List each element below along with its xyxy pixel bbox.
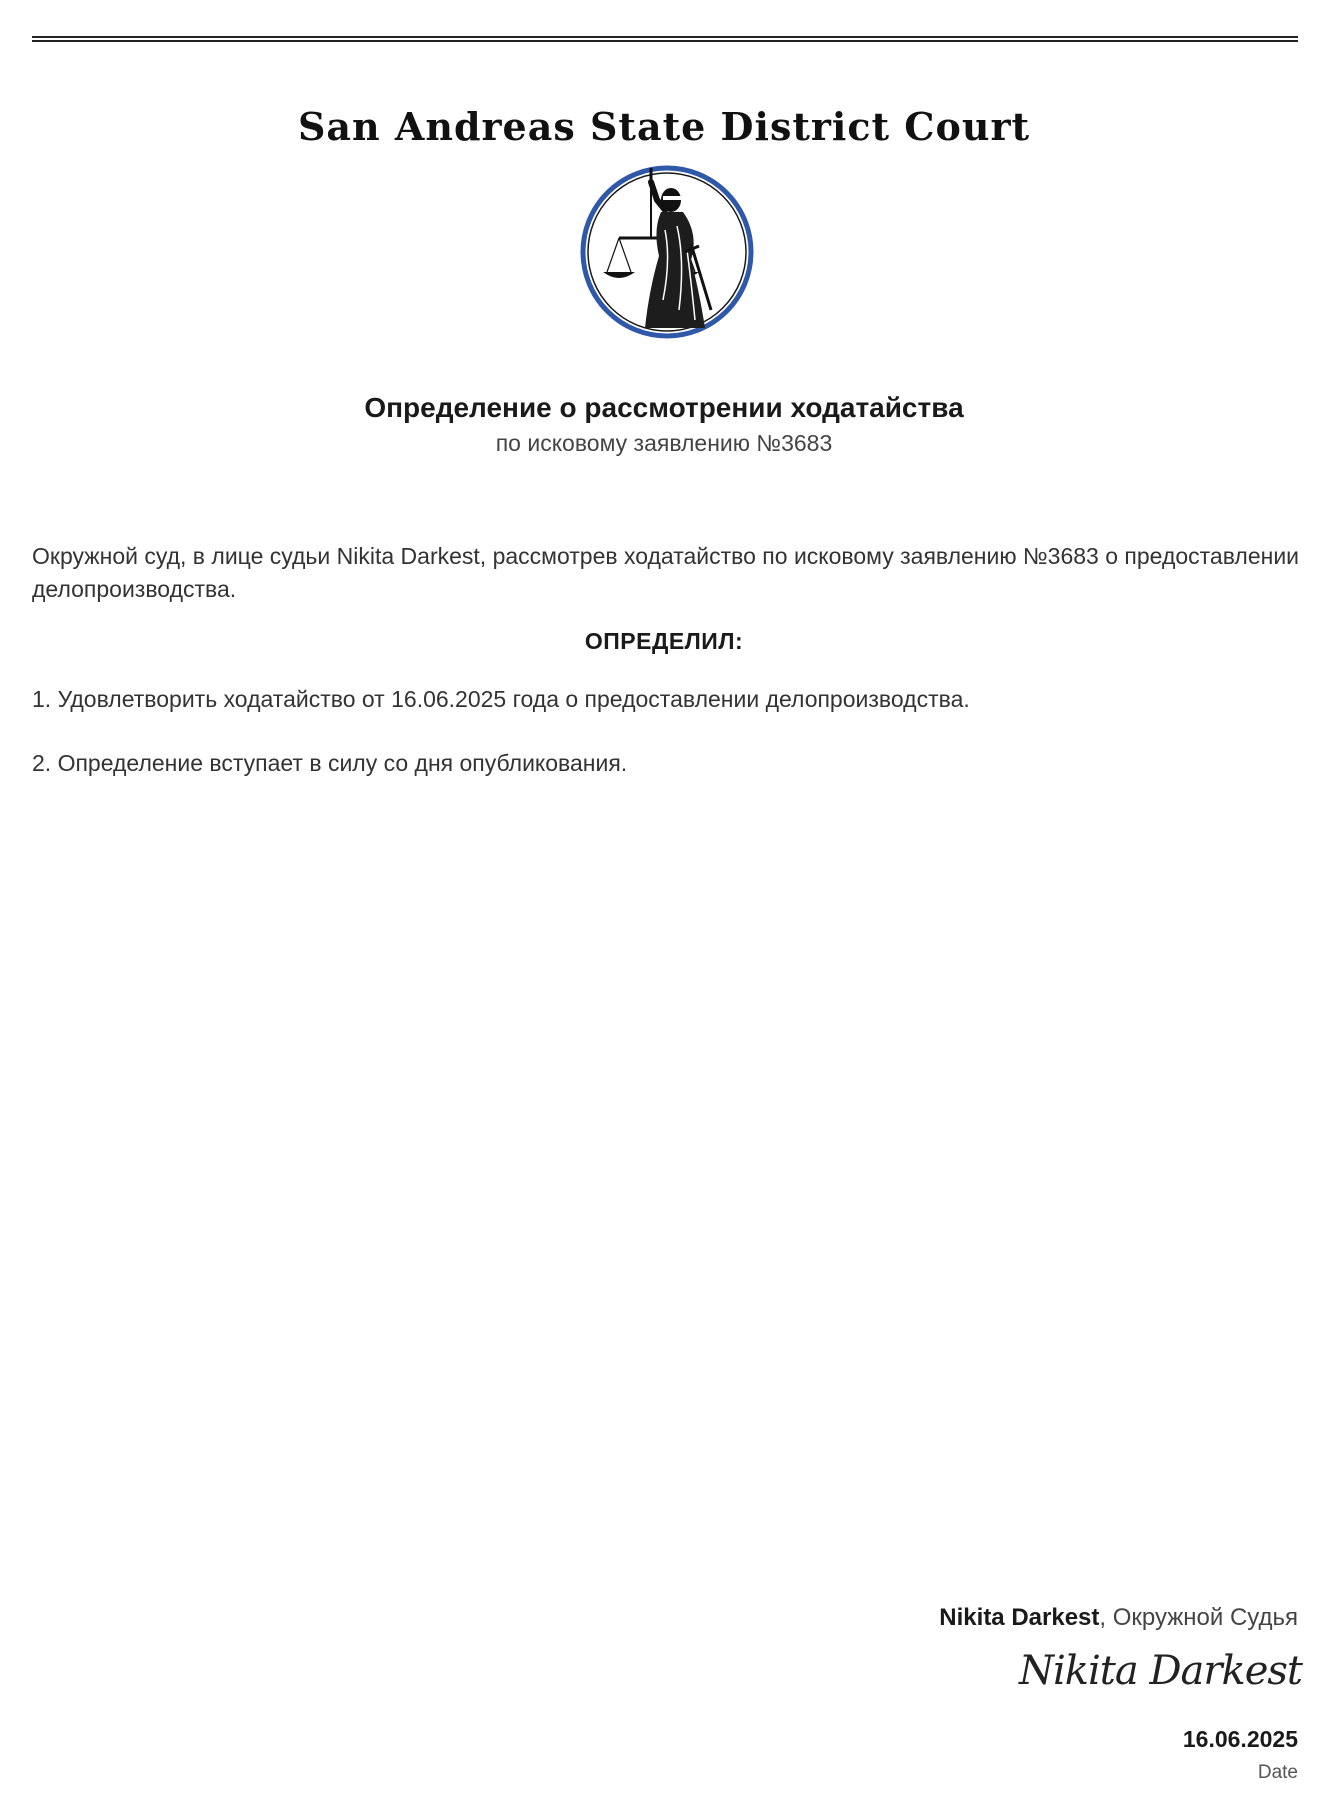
handwritten-signature: Nikita Darkest: [1018, 1648, 1302, 1694]
intro-paragraph: Окружной суд, в лице судьи Nikita Darkest, рассмотрев ходатайство по исковому заявлению №3683 о предоставлении делопроизводства.: [32, 543, 1300, 602]
court-name: San Andreas State District Court: [297, 104, 1031, 149]
lady-justice-seal-icon: [579, 160, 755, 340]
document-title: Определение о рассмотрении ходатайства: [364, 392, 964, 423]
signatory-role: , Окружной Судья: [1099, 1604, 1298, 1631]
top-double-rule: [32, 36, 1298, 42]
signatory-name: Nikita Darkest: [939, 1604, 1100, 1631]
signature-date-label: Date: [1257, 1762, 1298, 1783]
document-subtitle: по исковому заявлению №3683: [495, 430, 833, 456]
decision-item-2: 2. Определение вступает в силу со дня опубликования.: [32, 750, 628, 776]
decision-heading: ОПРЕДЕЛИЛ:: [584, 628, 744, 654]
signatory-line: [939, 1604, 1298, 1632]
signature-date: 16.06.2025: [1182, 1726, 1298, 1752]
decision-item-1: 1. Удовлетворить ходатайство от 16.06.2025 года о предоставлении делопроизводства.: [32, 686, 970, 712]
